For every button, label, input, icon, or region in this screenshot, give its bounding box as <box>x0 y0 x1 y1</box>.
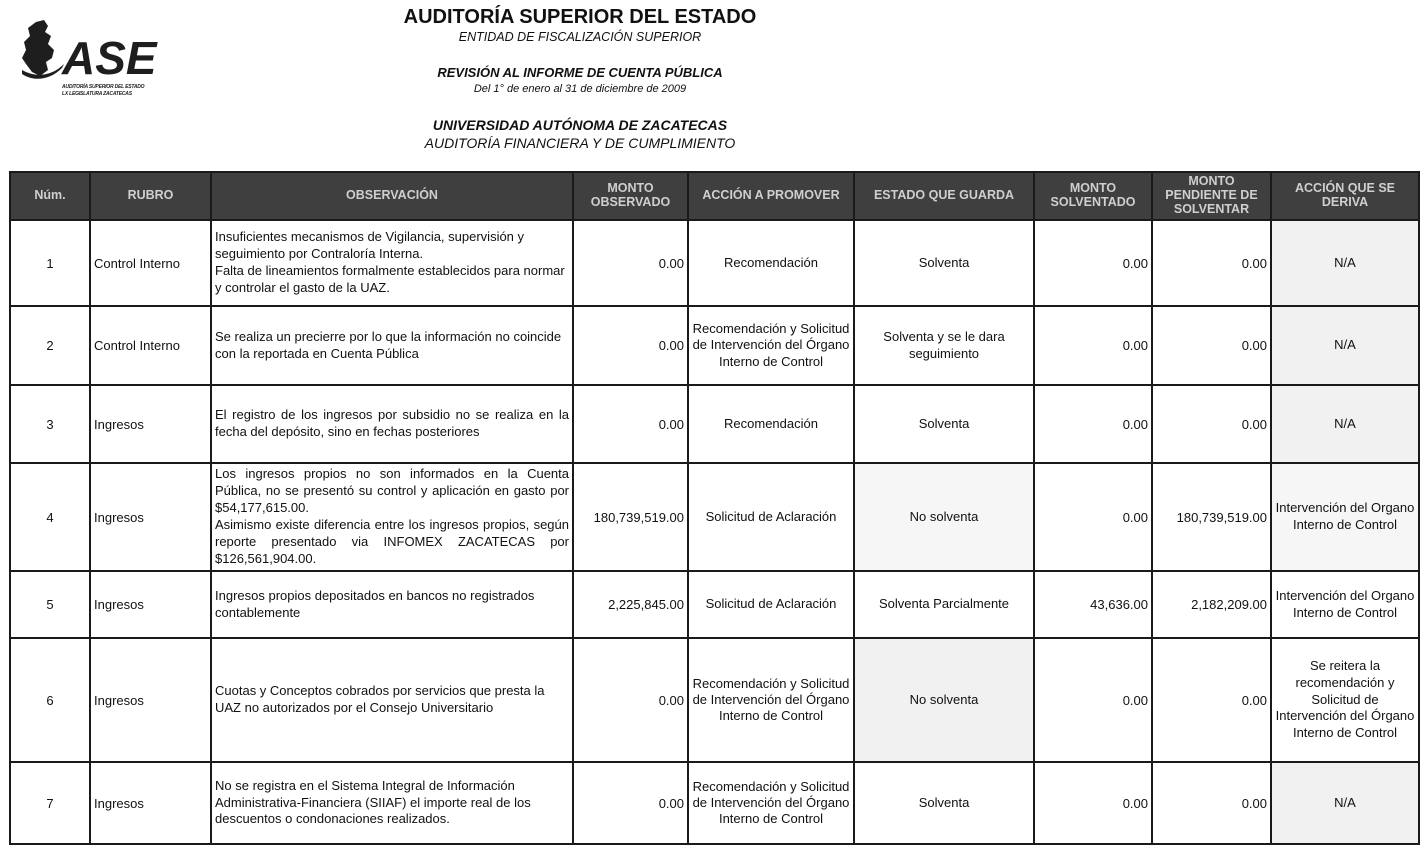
report-period: Del 1° de enero al 31 de diciembre de 2009 <box>473 83 687 95</box>
cell-monto-observado: 0.00 <box>573 762 688 844</box>
cell-estado: Solventa <box>854 220 1034 306</box>
col-header-estado: ESTADO QUE GUARDA <box>854 172 1034 220</box>
cell-monto-observado: 0.00 <box>573 385 688 463</box>
cell-estado: Solventa Parcialmente <box>854 571 1034 638</box>
cell-rubro: Ingresos <box>90 762 211 844</box>
audited-entity: UNIVERSIDAD AUTÓNOMA DE ZACATECAS <box>432 117 728 133</box>
cell-accion-promover: Recomendación <box>688 385 854 463</box>
cell-rubro: Control Interno <box>90 220 211 306</box>
cell-observacion: No se registra en el Sistema Integral de Información Administrativa-Financiera (SIIAF) el importe real de los descuentos o condonaciones realizados. <box>211 762 573 844</box>
col-header-monto-pendiente: MONTO PENDIENTE DE SOLVENTAR <box>1152 172 1271 220</box>
cell-observacion: Ingresos propios depositados en bancos no registrados contablemente <box>211 571 573 638</box>
cell-accion-promover: Recomendación y Solicitud de Intervención del Órgano Interno de Control <box>688 638 854 762</box>
cell-num: 6 <box>10 638 90 762</box>
cell-monto-pendiente: 0.00 <box>1152 762 1271 844</box>
cell-rubro: Ingresos <box>90 463 211 571</box>
cell-estado: No solventa <box>854 463 1034 571</box>
cell-monto-solventado: 0.00 <box>1034 463 1152 571</box>
cell-accion-deriva: N/A <box>1271 385 1419 463</box>
cell-monto-observado: 180,739,519.00 <box>573 463 688 571</box>
cell-monto-observado: 0.00 <box>573 638 688 762</box>
table-row <box>10 571 1419 638</box>
table-header-row <box>10 172 1419 220</box>
col-header-monto-observado: MONTO OBSERVADO <box>573 172 688 220</box>
cell-observacion: Los ingresos propios no son informados en la Cuenta Pública, no se presentó su control y aplicación en gasto por $54,177,615.00. Asimismo existe diferencia entre los ingresos propios, según reporte presentado via INFOMEX ZACATECAS por $126,561,904.00. <box>211 463 573 571</box>
cell-estado: Solventa <box>854 385 1034 463</box>
logo-legislature: LX LEGISLATURA ZACATECAS <box>62 91 132 97</box>
cell-monto-pendiente: 0.00 <box>1152 385 1271 463</box>
cell-accion-promover: Recomendación y Solicitud de Intervención del Órgano Interno de Control <box>688 306 854 385</box>
cell-accion-deriva: Intervención del Organo Interno de Control <box>1271 571 1419 638</box>
logo-text: ASE <box>62 32 157 84</box>
cell-accion-deriva: N/A <box>1271 220 1419 306</box>
cell-monto-pendiente: 0.00 <box>1152 220 1271 306</box>
cell-accion-deriva: Intervención del Organo Interno de Control <box>1271 463 1419 571</box>
table-row <box>10 638 1419 762</box>
cell-observacion: El registro de los ingresos por subsidio no se realiza en la fecha del depósito, sino en fechas posteriores <box>211 385 573 463</box>
cell-monto-pendiente: 0.00 <box>1152 638 1271 762</box>
cell-accion-deriva: N/A <box>1271 306 1419 385</box>
cell-monto-observado: 0.00 <box>573 220 688 306</box>
logo-subtitle: AUDITORÍA SUPERIOR DEL ESTADO <box>62 84 145 90</box>
cell-monto-solventado: 0.00 <box>1034 306 1152 385</box>
cell-monto-observado: 0.00 <box>573 306 688 385</box>
cell-num: 3 <box>10 385 90 463</box>
cell-accion-deriva: Se reitera la recomendación y Solicitud de Intervención del Órgano Interno de Control <box>1271 638 1419 762</box>
col-header-accion-deriva: ACCIÓN QUE SE DERIVA <box>1271 172 1419 220</box>
cell-accion-promover: Solicitud de Aclaración <box>688 571 854 638</box>
cell-monto-observado: 2,225,845.00 <box>573 571 688 638</box>
cell-monto-pendiente: 180,739,519.00 <box>1152 463 1271 571</box>
col-header-observacion: OBSERVACIÓN <box>211 172 573 220</box>
cell-rubro: Control Interno <box>90 306 211 385</box>
cell-accion-promover: Solicitud de Aclaración <box>688 463 854 571</box>
page-title: AUDITORÍA SUPERIOR DEL ESTADO <box>403 6 757 28</box>
report-title: REVISIÓN AL INFORME DE CUENTA PÚBLICA <box>437 65 723 80</box>
table-row <box>10 220 1419 306</box>
cell-num: 2 <box>10 306 90 385</box>
col-header-rubro: RUBRO <box>90 172 211 220</box>
cell-rubro: Ingresos <box>90 571 211 638</box>
cell-monto-pendiente: 0.00 <box>1152 306 1271 385</box>
cell-num: 1 <box>10 220 90 306</box>
cell-monto-solventado: 0.00 <box>1034 762 1152 844</box>
audit-type: AUDITORÍA FINANCIERA Y DE CUMPLIMIENTO <box>424 135 736 151</box>
cell-accion-promover: Recomendación y Solicitud de Intervención del Órgano Interno de Control <box>688 762 854 844</box>
col-header-accion-promover: ACCIÓN A PROMOVER <box>688 172 854 220</box>
cell-observacion: Se realiza un precierre por lo que la información no coincide con la reportada en Cuenta Pública <box>211 306 573 385</box>
cell-estado: No solventa <box>854 638 1034 762</box>
cell-num: 7 <box>10 762 90 844</box>
page-subtitle: ENTIDAD DE FISCALIZACIÓN SUPERIOR <box>458 30 702 44</box>
cell-observacion: Insuficientes mecanismos de Vigilancia, supervisión y seguimiento por Contraloría Interna. Falta de lineamientos formalmente establecidos para normar y controlar el gasto de la UAZ. <box>211 220 573 306</box>
cell-rubro: Ingresos <box>90 385 211 463</box>
table-row <box>10 306 1419 385</box>
cell-monto-solventado: 0.00 <box>1034 638 1152 762</box>
cell-rubro: Ingresos <box>90 638 211 762</box>
cell-estado: Solventa <box>854 762 1034 844</box>
cell-estado: Solventa y se le dara seguimiento <box>854 306 1034 385</box>
cell-monto-solventado: 0.00 <box>1034 385 1152 463</box>
table-row <box>10 762 1419 844</box>
cell-accion-promover: Recomendación <box>688 220 854 306</box>
cell-monto-solventado: 43,636.00 <box>1034 571 1152 638</box>
cell-monto-pendiente: 2,182,209.00 <box>1152 571 1271 638</box>
cell-num: 4 <box>10 463 90 571</box>
observations-table <box>9 171 1420 845</box>
cell-accion-deriva: N/A <box>1271 762 1419 844</box>
col-header-num: Núm. <box>10 172 90 220</box>
table-row <box>10 463 1419 571</box>
table-row <box>10 385 1419 463</box>
col-header-monto-solventado: MONTO SOLVENTADO <box>1034 172 1152 220</box>
cell-num: 5 <box>10 571 90 638</box>
cell-monto-solventado: 0.00 <box>1034 220 1152 306</box>
cell-observacion: Cuotas y Conceptos cobrados por servicios que presta la UAZ no autorizados por el Consejo Universitario <box>211 638 573 762</box>
